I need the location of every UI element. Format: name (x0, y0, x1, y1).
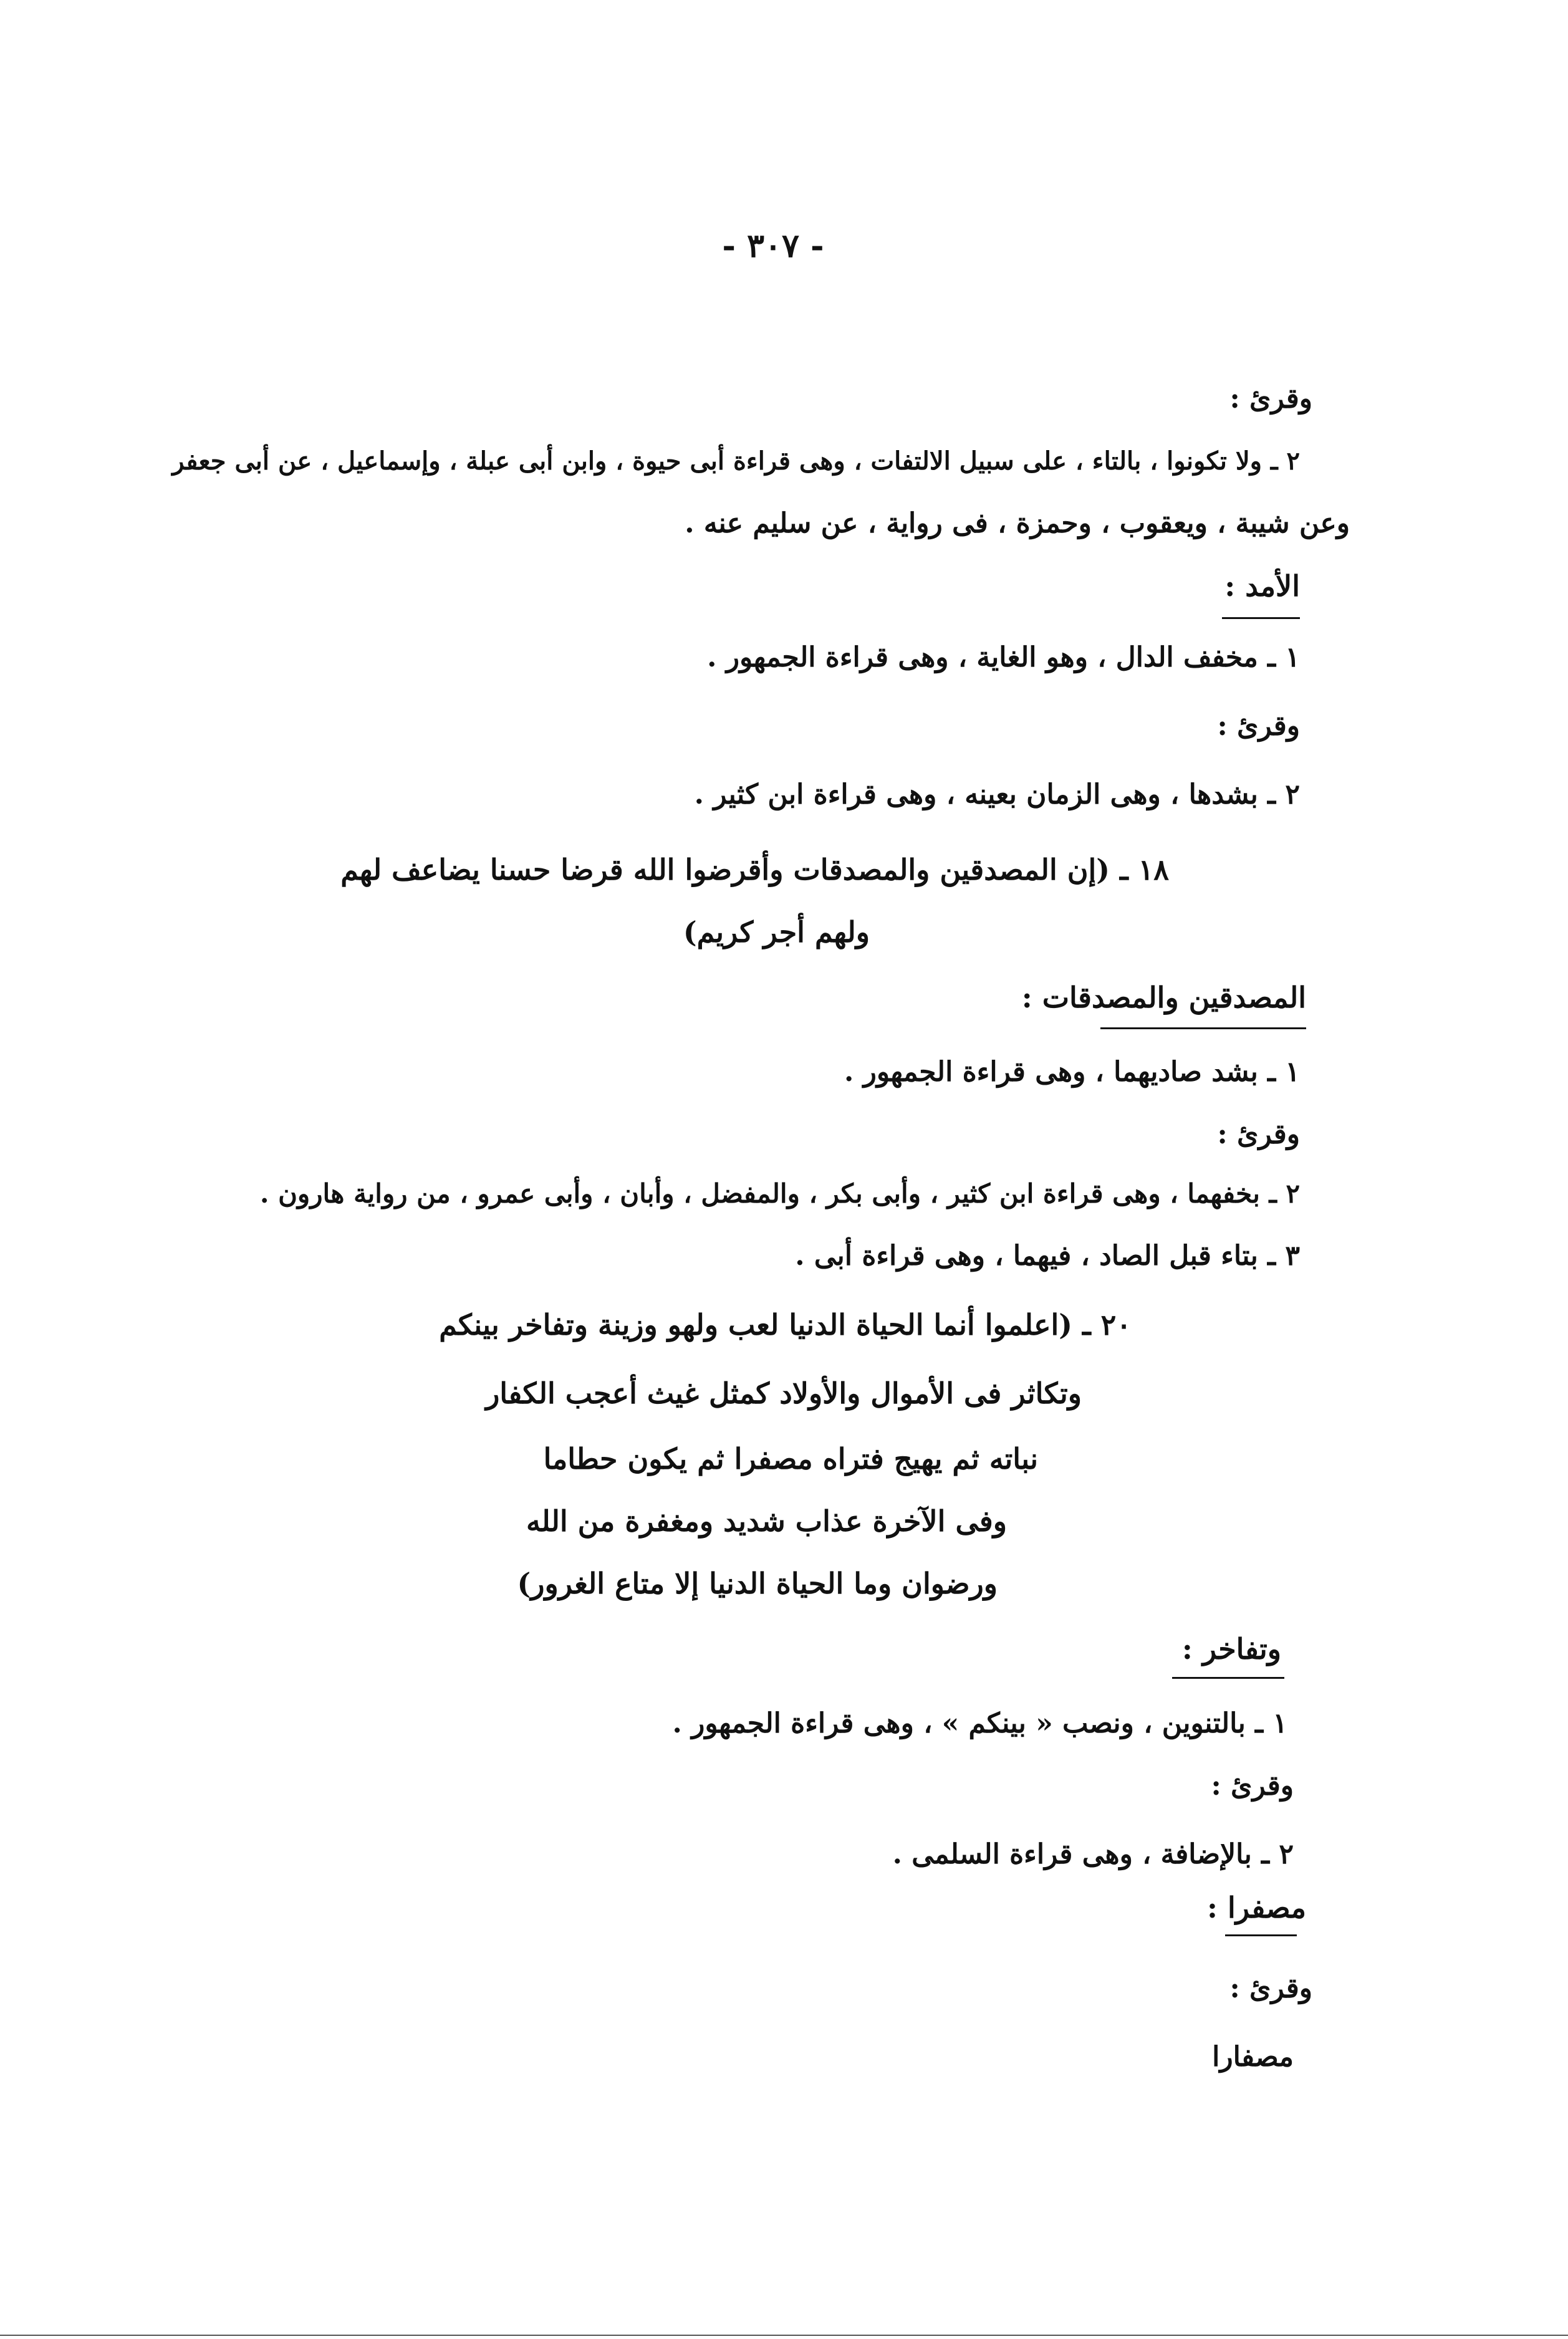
verse-line: ورضوان وما الحياة الدنيا إلا متاع الغرور) (517, 1567, 998, 1600)
text-line: وقرئ : (1217, 1118, 1300, 1150)
text-line: مصفارا (1212, 2041, 1294, 2073)
text-line: وعن شيبة ، ويعقوب ، وحمزة ، فى رواية ، عن سليم عنه . (685, 507, 1350, 539)
section-heading: المصدقين والمصدقات : (1021, 981, 1306, 1014)
heading-underline (1222, 617, 1300, 619)
text-line: ٢ ـ بشدها ، وهى الزمان بعينه ، وهى قراءة ابن كثير . (694, 779, 1300, 810)
text-line: ٣ ـ بتاء قبل الصاد ، فيهما ، وهى قراءة أبى . (795, 1240, 1300, 1272)
heading-underline (1100, 1027, 1306, 1029)
page-number: - ٣٠٧ - (722, 227, 824, 265)
verse-line: ولهم أجر كريم) (683, 915, 870, 949)
text-line: وقرئ : (1217, 710, 1300, 742)
section-heading: مصفرا : (1207, 1891, 1306, 1924)
verse-line: ٢٠ ـ (اعلموا أنما الحياة الدنيا لعب ولهو وزينة وتفاخر بينكم (439, 1308, 1132, 1342)
verse-line: ١٨ ـ (إن المصدقين والمصدقات وأقرضوا الله قرضا حسنا يضاعف لهم (340, 853, 1169, 886)
heading-underline (1172, 1677, 1284, 1679)
section-heading: وتفاخر : (1181, 1632, 1281, 1666)
page-bottom-edge (0, 2335, 1568, 2336)
section-heading: الأمد : (1224, 569, 1300, 603)
verse-line: وفى الآخرة عذاب شديد ومغفرة من الله (526, 1504, 1007, 1538)
text-line: وقرئ : (1229, 383, 1312, 415)
text-line: ١ ـ بالتنوين ، ونصب « بينكم » ، وهى قراءة الجمهور . (672, 1707, 1287, 1739)
text-line: ٢ ـ ولا تكونوا ، بالتاء ، على سبيل الالتفات ، وهى قراءة أبى حيوة ، وابن أبى عبلة ، وإسماعيل ، عن أبى جعفر (172, 446, 1300, 476)
verse-line: نباته ثم يهيج فتراه مصفرا ثم يكون حطاما (543, 1442, 1038, 1476)
verse-line: وتكاثر فى الأموال والأولاد كمثل غيث أعجب الكفار (486, 1376, 1082, 1410)
text-line: ١ ـ بشد صاديهما ، وهى قراءة الجمهور . (844, 1056, 1300, 1088)
text-line: ٢ ـ بالإضافة ، وهى قراءة السلمى . (892, 1838, 1294, 1870)
heading-underline (1225, 1934, 1297, 1936)
text-line: وقرئ : (1211, 1770, 1294, 1802)
text-line: ٢ ـ بخفهما ، وهى قراءة ابن كثير ، وأبى بكر ، والمفضل ، وأبان ، وأبى عمرو ، من رواية هارون . (259, 1178, 1300, 1209)
text-line: وقرئ : (1229, 1972, 1312, 2004)
text-line: ١ ـ مخفف الدال ، وهو الغاية ، وهى قراءة الجمهور . (707, 641, 1300, 673)
